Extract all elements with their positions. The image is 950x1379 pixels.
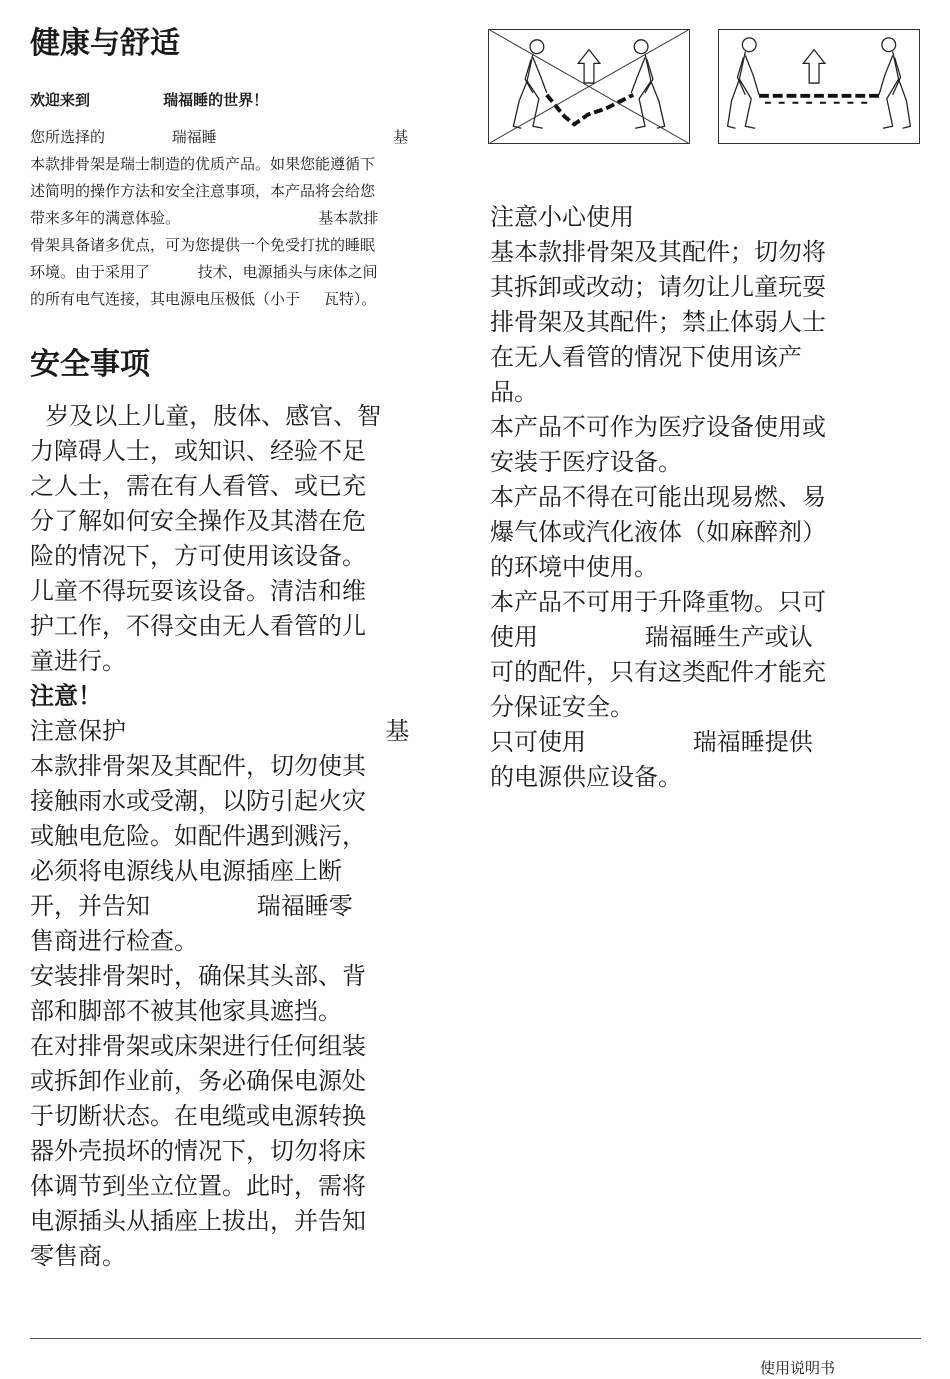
right-column <box>490 200 910 795</box>
correct-lifting-figure <box>718 29 920 144</box>
safety-line: 安装排骨架时，确保其头部、背 <box>30 962 366 990</box>
safety-line: 只可使用 瑞福睡提供 <box>490 728 813 756</box>
safety-line: 售商进行检查。 <box>30 927 198 955</box>
safety-line: 于切断状态。在电缆或电源转换 <box>30 1102 366 1130</box>
safety-line: 险的情况下，方可使用该设备。 <box>30 542 366 570</box>
careful-use-heading: 注意小心使用 <box>490 203 634 231</box>
footer-label: 使用说明书 <box>760 1359 836 1377</box>
safety-line: 本产品不可用于升降重物。只可 <box>490 588 826 616</box>
intro-line: 带来多年的满意体验。 基本款排 <box>30 209 379 227</box>
intro-line: 您所选择的 瑞福睡 基 <box>30 128 409 146</box>
correct-lifting-illustration <box>719 30 919 143</box>
safety-line: 开，并告知 瑞福睡零 <box>30 892 353 920</box>
safety-line: 或拆卸作业前，务必确保电源处 <box>30 1067 366 1095</box>
safety-line: 爆气体或汽化液体（如麻醉剂） <box>490 518 826 546</box>
safety-line: 使用 瑞福睡生产或认 <box>490 623 813 651</box>
intro-line: 环境。由于采用了 技术，电源插头与床体之间 <box>30 263 378 281</box>
intro-line: 骨架具备诸多优点，可为您提供一个免受打扰的睡眠 <box>30 236 376 254</box>
safety-line: 安装于医疗设备。 <box>490 448 682 476</box>
safety-line: 本产品不可作为医疗设备使用或 <box>490 413 826 441</box>
intro-line: 述简明的操作方法和安全注意事项，本产品将会给您 <box>30 182 376 200</box>
safety-line: 接触雨水或受潮，以防引起火灾 <box>30 787 366 815</box>
safety-line: 必须将电源线从电源插座上断 <box>30 857 342 885</box>
welcome-line: 欢迎来到 瑞福睡的世界！ <box>30 91 269 109</box>
safety-line: 体调节到坐立位置。此时，需将 <box>30 1172 366 1200</box>
safety-line: 儿童不得玩耍该设备。清洁和维 <box>30 577 366 605</box>
safety-line: 岁及以上儿童，肢体、感官、智 <box>30 402 382 430</box>
safety-line: 其拆卸或改动；请勿让儿童玩耍 <box>490 273 826 301</box>
notice-heading: 注意！ <box>30 682 102 710</box>
safety-line: 的电源供应设备。 <box>490 763 682 791</box>
safety-line: 护工作，不得交由无人看管的儿 <box>30 612 366 640</box>
safety-text <box>30 399 462 1274</box>
safety-line: 品。 <box>490 378 538 406</box>
intro-line: 本款排骨架是瑞士制造的优质产品。如果您能遵循下 <box>30 155 376 173</box>
safety-line: 在对排骨架或床架进行任何组装 <box>30 1032 366 1060</box>
safety-line: 基本款排骨架及其配件；切勿将 <box>490 238 826 266</box>
safety-line: 可的配件，只有这类配件才能充 <box>490 658 826 686</box>
safety-line: 分了解如何安全操作及其潜在危 <box>30 507 366 535</box>
safety-line: 的环境中使用。 <box>490 553 658 581</box>
safety-line: 或触电危险。如配件遇到溅污， <box>30 822 366 850</box>
safety-line: 本产品不得在可能出现易燃、易 <box>490 483 826 511</box>
footer-divider <box>30 1338 921 1339</box>
safety-line: 本款排骨架及其配件，切勿使其 <box>30 752 366 780</box>
safety-line: 零售商。 <box>30 1242 126 1270</box>
page-title: 健康与舒适 <box>30 26 180 61</box>
intro-paragraph <box>30 124 462 313</box>
safety-line: 注意保护 基 <box>30 717 410 745</box>
safety-line: 部和脚部不被其他家具遮挡。 <box>30 997 342 1025</box>
wrong-lifting-illustration <box>489 30 689 143</box>
left-column <box>30 22 462 1274</box>
safety-line: 电源插头从插座上拔出，并告知 <box>30 1207 366 1235</box>
safety-line: 分保证安全。 <box>490 693 634 721</box>
safety-line: 器外壳损坏的情况下，切勿将床 <box>30 1137 366 1165</box>
safety-line: 之人士，需在有人看管、或已充 <box>30 472 366 500</box>
intro-line: 的所有电气连接，其电源电压极低（小于 瓦特）。 <box>30 290 377 308</box>
safety-line: 童进行。 <box>30 647 126 675</box>
safety-heading: 安全事项 <box>30 347 150 382</box>
safety-line: 在无人看管的情况下使用该产 <box>490 343 802 371</box>
safety-line: 排骨架及其配件；禁止体弱人士 <box>490 308 826 336</box>
wrong-lifting-figure <box>488 29 690 144</box>
safety-line: 力障碍人士，或知识、经验不足 <box>30 437 366 465</box>
